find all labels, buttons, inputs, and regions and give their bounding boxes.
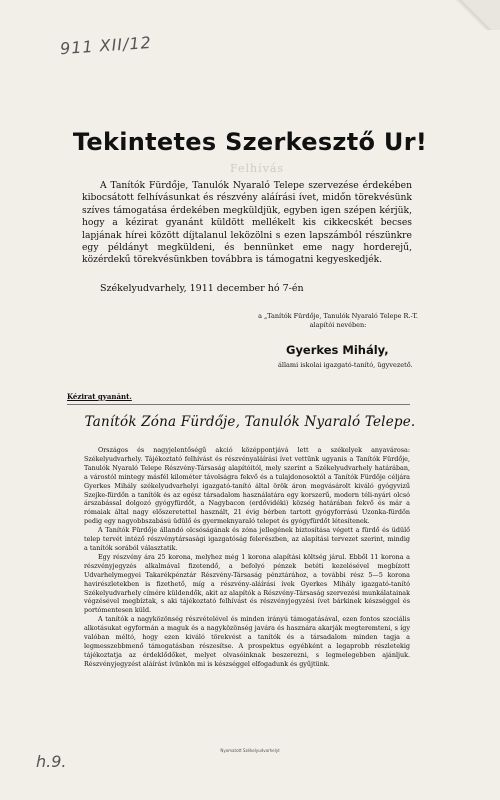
signature-intro: a „Tanítók Fürdője, Tanulók Nyaraló Telepe R.-T. alapítói nevében:	[258, 312, 418, 329]
letter-title: Tekintetes Szerkesztő Ur!	[72, 128, 428, 156]
handwritten-note-top: 911 XII/12	[59, 32, 153, 59]
article-paragraph: Egy részvény ára 25 korona, melyhez még 1 korona alapítási költség járul. Ebből 11 korona a részvényjegyzés alkalmával fizetendő, a befolyó pénzek betéti kezelésével megbízott Udvarhelymegyei Takarékpénztár Részvény-Társaság pénztárához, a további rész 5—5 korona havirészletekben is fizethető, míg a részvény-aláírási ívek Gyerkes Mihály igazgató-tanító Székelyudvarhely címére küldendők, akit az alapítók a Részvény-Társaság szervezési munkálatainak végzésével megbíztak, s aki tájékoztató felhívást és részvényjegyzési ívet bárkinek készséggel és portómentesen küld.	[84, 552, 410, 615]
section-divider	[67, 404, 410, 405]
manuscript-label: Kézirat gyanánt.	[67, 392, 132, 401]
article-title: Tanítók Zóna Fürdője, Tanulók Nyaraló Telepe.	[84, 414, 416, 430]
article-paragraph: A Tanítók Fürdője állandó olcsóságának és zóna jellegének biztosítása végett a fürdő és üdülő telep tervét intéző részvénytársasági igazgatóság felerészben, az alapítási tervezet szerint, mindig a tanítók sorából választatik.	[84, 526, 410, 552]
folded-corner	[454, 0, 500, 30]
printer-imprint: Nyomatott Székelyudvarhelyt	[220, 748, 280, 753]
signature-role: állami iskolai igazgató-tanító, ügyvezető.	[278, 361, 413, 369]
article-paragraph: A tanítók a nagyközönség részvételével és minden irányú támogatásával, ezen fontos szociális alkotásukat egyformán a maguk és a nagyközönség javára és hasznára akarják megteremteni, s így valóban méltó, hogy ezen kiváló törekvést a tanítók és a társadalom minden tagja a legmesszebbmenő támogatásban részesítse. A prospektus egyébként a legaprobb részletekig tájékoztatja az érdeklődőket, melyet olvasóinknak beszerezni, s legmelegebben ajánljuk. Részvényjegyzést aláírást ívünkön mi is készséggel elfogadunk és gyűjtünk.	[84, 615, 410, 668]
signature-name: Gyerkes Mihály,	[286, 343, 389, 357]
article-body	[84, 446, 410, 669]
handwritten-note-bottom: h.9.	[36, 752, 67, 771]
article-paragraph: Országos és nagyjelentőségű akció középpontjává lett a székelyek anyavárosa: Székelyudvarhely. Tájékoztató felhívást és részvényaláírási ívet vettünk ugyanis a Tanítók Fürdője, Tanulók Nyaraló Telepe Részvény-Társaság alapítóitól, mely szerint a Székelyudvarhely határában, a várostól mintegy másfél kilométer távolságra fekvő és a tulajdonosoktól a Tanítók Fürdője céljára Gyerkes Mihály székelyudvarhelyi igazgató-tanító által örök áron megvásárolt kiváló gyógyvizű Szejke-fürdőn a tanítók és az egész társadalom használatára egy korszerű, modern téli-nyári olcsó árszabással dolgozó gyógyfürdőt, a Nagybacon (erdővidéki) község határában fekvő és már a rómaiak által nagy előszeretettel használt, 21 évig bérben tartott gyógyforrású Uzonka-fürdőn pedig egy nagyobbszabású üdülő és gyermeknyaraló telepet és gyógyfürdőt létesítenek.	[84, 446, 410, 526]
letter-intro-paragraph: A Tanítók Fürdője, Tanulók Nyaraló Telepe szervezése érdekében kibocsátott felhívásunkat és részvény aláírási ívet, midőn törekvésünk szíves támogatása érdekében megküldjük, egyben igen szépen kérjük, hogy a kézirat gyanánt küldött mellékelt kis cikkecskét becses lapjának hírei között díjtalanul leközölni s ezen lapszámból részünkre egy példányt megküldeni, és bennünket eme nagy horderejű, közérdekű törekvésünkben továbbra is támogatni kegyeskedjék.	[82, 180, 412, 266]
faint-bleed-through-text: Felhívás	[230, 162, 285, 175]
letter-date: Székelyudvarhely, 1911 december hó 7-én	[100, 283, 304, 294]
